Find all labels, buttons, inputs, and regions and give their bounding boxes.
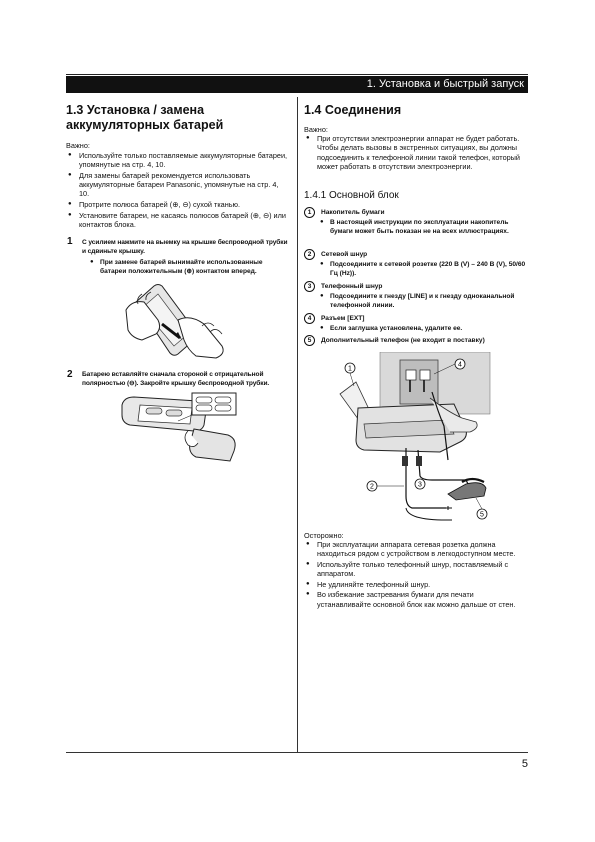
callout-number: 5 — [304, 335, 315, 346]
list-item: ● Не удлиняйте телефонный шнур. — [304, 580, 526, 589]
section-heading-1-4: 1.4 Соединения — [304, 103, 402, 117]
item-detail: ● Если заглушка установлена, удалите ее. — [318, 324, 526, 333]
connections-list — [304, 207, 526, 347]
item-detail: ● В настоящей инструкции по эксплуатации накопитель бумаги может быть показан не на всех иллюстрациях. — [318, 218, 526, 236]
diagram-callout-1: 1 — [348, 365, 352, 373]
subsection-heading: 1.4.1 Основной блок — [304, 190, 399, 201]
list-item: ● При замене батарей вынимайте использованные батареи положительным (⊕) контактом вперед. — [88, 258, 288, 276]
important-label: Важно: — [304, 125, 328, 134]
section-header: 1. Установка и быстрый запуск — [66, 76, 528, 93]
page-number: 5 — [521, 758, 528, 770]
diagram-callout-4: 4 — [458, 361, 462, 369]
step-2-number: 2 — [67, 369, 73, 380]
list-item: ● Протрите полюса батарей (⊕, ⊖) сухой тканью. — [66, 200, 288, 209]
diagram-callout-5: 5 — [480, 511, 484, 519]
battery-insertion-illustration — [118, 391, 248, 465]
caution-label: Осторожно: — [304, 531, 344, 540]
item-title: Накопитель бумаги — [321, 209, 385, 216]
heading-line-2: аккумуляторных батарей — [66, 118, 224, 132]
column-divider — [297, 97, 298, 752]
list-item — [304, 313, 526, 335]
list-item — [304, 281, 526, 313]
diagram-callout-2: 2 — [370, 483, 374, 491]
handset-cover-illustration — [118, 280, 238, 362]
item-detail: ● Подсоедините к сетевой розетке (220 В (V) – 240 В (V), 50/60 Гц (Hz)). — [318, 260, 526, 278]
list-item — [304, 249, 526, 281]
item-title: Разъем [EXT] — [321, 315, 365, 322]
callout-number: 2 — [304, 249, 315, 260]
important-list — [304, 134, 526, 172]
step-1-sublist — [88, 258, 288, 277]
caution-list — [304, 540, 526, 610]
important-label: Важно: — [66, 141, 90, 150]
connection-diagram — [336, 352, 496, 528]
callout-number: 1 — [304, 207, 315, 218]
callout-number: 3 — [304, 281, 315, 292]
section-heading-1-3 — [66, 103, 291, 133]
important-list — [66, 151, 288, 231]
header-rule — [66, 74, 528, 75]
list-item — [304, 335, 526, 347]
diagram-callout-3: 3 — [418, 481, 422, 489]
item-title: Телефонный шнур — [321, 283, 383, 290]
list-item: ● Используйте только телефонный шнур, поставляемый с аппаратом. — [304, 560, 526, 579]
heading-line-1: 1.3 Установка / замена — [66, 103, 205, 117]
list-item: ● Установите батареи, не касаясь полюсов батарей (⊕, ⊖) или контактов блока. — [66, 211, 288, 230]
step-1-text: С усилием нажмите на выемку на крышке беспроводной трубки и сдвиньте крышку. — [82, 239, 288, 255]
item-title: Сетевой шнур — [321, 251, 368, 258]
item-title: Дополнительный телефон (не входит в поставку) — [321, 337, 485, 344]
step-1-number: 1 — [67, 236, 73, 247]
list-item: ● Используйте только поставляемые аккумуляторные батареи, упомянутые на стр. 4, 10. — [66, 151, 288, 170]
list-item — [304, 207, 526, 249]
list-item: ● Во избежание застревания бумаги для печати устанавливайте основной блок как можно дальше от стен. — [304, 590, 526, 609]
callout-number: 4 — [304, 313, 315, 324]
footer-rule — [66, 752, 528, 753]
list-item: ● Для замены батарей рекомендуется использовать аккумуляторные батареи Panasonic, упомянутые на стр. 4, 10. — [66, 171, 288, 199]
step-2-text: Батарею вставляйте сначала стороной с отрицательной полярностью (⊖). Закройте крышку беспроводной трубки. — [82, 371, 270, 387]
list-item: ● При эксплуатации аппарата сетевая розетка должна находиться рядом с устройством в легкодоступном месте. — [304, 540, 526, 559]
list-item: ● При отсутствии электроэнергии аппарат не будет работать. Чтобы делать вызовы в экстренных ситуациях, вы должны подсоединить к телефонной линии такой телефон, который может работать в отсутствии электроэнергии. — [304, 134, 526, 171]
item-detail: ● Подсоедините к гнезду [LINE] и к гнезду одноканальной телефонной линии. — [318, 292, 526, 310]
